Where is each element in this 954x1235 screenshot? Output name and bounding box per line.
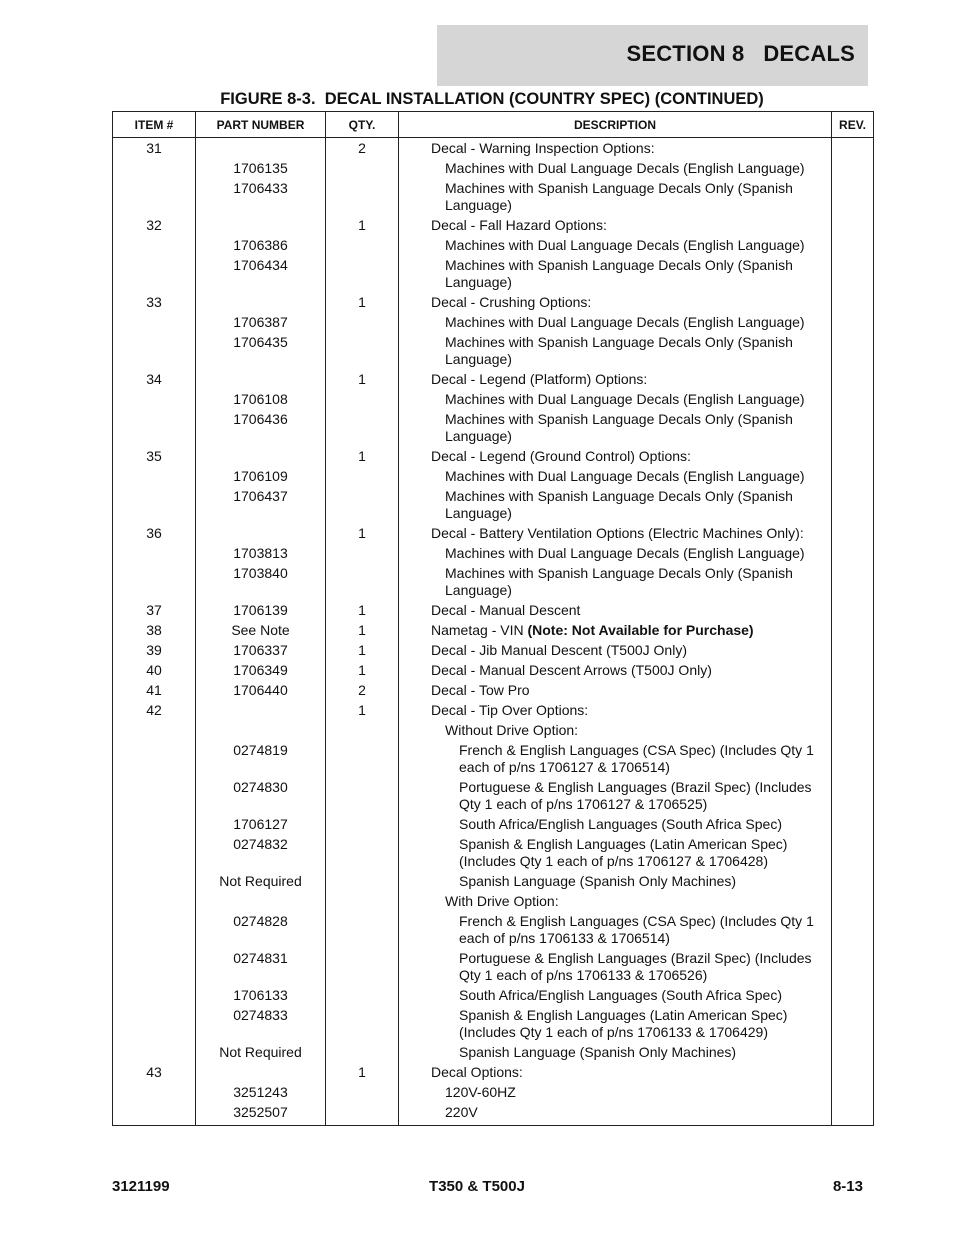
item-number-cell <box>113 563 196 600</box>
description-cell <box>399 409 832 446</box>
part-number-cell: 0274832 <box>196 834 326 871</box>
qty-cell <box>326 1042 399 1062</box>
qty-cell: 2 <box>326 680 399 700</box>
qty-cell <box>326 777 399 814</box>
part-number-cell: 0274833 <box>196 1005 326 1042</box>
rev-cell <box>832 948 874 985</box>
rev-cell <box>832 814 874 834</box>
part-number-cell: 3252507 <box>196 1102 326 1126</box>
qty-cell <box>326 563 399 600</box>
description-cell <box>399 871 832 891</box>
footer-model: T350 & T500J <box>429 1178 525 1195</box>
rev-cell <box>832 777 874 814</box>
description-cell <box>399 985 832 1005</box>
qty-cell: 1 <box>326 369 399 389</box>
description-text: Machines with Spanish Language Decals Only (Spanish Language) <box>445 565 793 598</box>
table-row <box>113 235 874 255</box>
description-text: South Africa/English Languages (South Africa Spec) <box>459 816 782 832</box>
table-row <box>113 660 874 680</box>
description-cell <box>399 620 832 640</box>
column-header-qty: QTY. <box>326 112 399 138</box>
description-cell <box>399 1102 832 1126</box>
section-title: SECTION 8 DECALS <box>626 41 855 66</box>
rev-cell <box>832 138 874 159</box>
part-number-cell: 0274828 <box>196 911 326 948</box>
rev-cell <box>832 740 874 777</box>
rev-cell <box>832 158 874 178</box>
description-text: Spanish & English Languages (Latin American Spec) (Includes Qty 1 each of p/ns 1706127 & 1706428) <box>459 836 788 869</box>
part-number-cell: 1706435 <box>196 332 326 369</box>
rev-cell <box>832 409 874 446</box>
item-number-cell <box>113 312 196 332</box>
table-row <box>113 871 874 891</box>
part-number-cell: 1706386 <box>196 235 326 255</box>
part-number-cell: See Note <box>196 620 326 640</box>
rev-cell <box>832 543 874 563</box>
rev-cell <box>832 312 874 332</box>
description-cell <box>399 446 832 466</box>
qty-cell: 1 <box>326 292 399 312</box>
description-cell <box>399 720 832 740</box>
table-row <box>113 834 874 871</box>
qty-cell <box>326 1102 399 1126</box>
column-header-part-number: PART NUMBER <box>196 112 326 138</box>
description-text: Decal - Jib Manual Descent (T500J Only) <box>431 642 687 658</box>
table-row <box>113 814 874 834</box>
rev-cell <box>832 215 874 235</box>
table-row <box>113 158 874 178</box>
item-number-cell <box>113 740 196 777</box>
rev-cell <box>832 255 874 292</box>
rev-cell <box>832 1082 874 1102</box>
rev-cell <box>832 332 874 369</box>
description-text: Machines with Dual Language Decals (English Language) <box>445 237 805 253</box>
part-number-cell: 1706109 <box>196 466 326 486</box>
description-text: Machines with Spanish Language Decals Only (Spanish Language) <box>445 180 793 213</box>
description-cell <box>399 680 832 700</box>
table-row <box>113 911 874 948</box>
qty-cell <box>326 1005 399 1042</box>
description-cell <box>399 640 832 660</box>
part-number-cell: 1706387 <box>196 312 326 332</box>
rev-cell <box>832 178 874 215</box>
table-row <box>113 466 874 486</box>
part-number-cell <box>196 700 326 720</box>
table-row <box>113 486 874 523</box>
qty-cell <box>326 1082 399 1102</box>
part-number-cell: 1703840 <box>196 563 326 600</box>
description-cell <box>399 891 832 911</box>
table-row <box>113 700 874 720</box>
qty-cell <box>326 158 399 178</box>
qty-cell <box>326 911 399 948</box>
rev-cell <box>832 446 874 466</box>
description-text: Decal - Legend (Platform) Options: <box>431 371 648 387</box>
description-cell <box>399 138 832 159</box>
table-row <box>113 985 874 1005</box>
part-number-cell: 1703813 <box>196 543 326 563</box>
part-number-cell <box>196 1062 326 1082</box>
description-cell <box>399 312 832 332</box>
description-text: Decal - Legend (Ground Control) Options: <box>431 448 691 464</box>
description-text: Decal - Manual Descent <box>431 602 581 618</box>
item-number-cell <box>113 1042 196 1062</box>
description-text: Machines with Dual Language Decals (English Language) <box>445 391 805 407</box>
description-cell <box>399 466 832 486</box>
item-number-cell: 38 <box>113 620 196 640</box>
qty-cell <box>326 985 399 1005</box>
description-text: Portuguese & English Languages (Brazil Spec) (Includes Qty 1 each of p/ns 1706133 & 1706526) <box>459 950 812 983</box>
description-cell <box>399 235 832 255</box>
rev-cell <box>832 680 874 700</box>
description-text: Portuguese & English Languages (Brazil Spec) (Includes Qty 1 each of p/ns 1706127 & 1706525) <box>459 779 812 812</box>
table-row <box>113 563 874 600</box>
description-text: Decal - Tow Pro <box>431 682 530 698</box>
part-number-cell <box>196 891 326 911</box>
item-number-cell: 42 <box>113 700 196 720</box>
qty-cell <box>326 389 399 409</box>
part-number-cell <box>196 720 326 740</box>
footer-page-number: 8-13 <box>832 1178 863 1195</box>
qty-cell <box>326 871 399 891</box>
description-text: Machines with Spanish Language Decals Only (Spanish Language) <box>445 334 793 367</box>
table-row <box>113 389 874 409</box>
item-number-cell: 32 <box>113 215 196 235</box>
table-row <box>113 543 874 563</box>
part-number-cell: 0274831 <box>196 948 326 985</box>
qty-cell <box>326 255 399 292</box>
rev-cell <box>832 1042 874 1062</box>
description-cell <box>399 389 832 409</box>
part-number-cell <box>196 292 326 312</box>
part-number-cell: 1706436 <box>196 409 326 446</box>
table-row <box>113 891 874 911</box>
rev-cell <box>832 834 874 871</box>
description-text: Decal - Battery Ventilation Options (Electric Machines Only): <box>431 525 804 541</box>
description-text: French & English Languages (CSA Spec) (Includes Qty 1 each of p/ns 1706127 & 1706514) <box>459 742 814 775</box>
table-row <box>113 255 874 292</box>
description-cell <box>399 292 832 312</box>
description-cell <box>399 660 832 680</box>
description-text: Machines with Dual Language Decals (English Language) <box>445 160 805 176</box>
item-number-cell <box>113 178 196 215</box>
part-number-cell: 3251243 <box>196 1082 326 1102</box>
qty-cell <box>326 312 399 332</box>
description-text: Decal - Manual Descent Arrows (T500J Only) <box>431 662 712 678</box>
rev-cell <box>832 911 874 948</box>
table-row <box>113 215 874 235</box>
part-number-cell: 1706135 <box>196 158 326 178</box>
qty-cell <box>326 740 399 777</box>
table-row <box>113 1082 874 1102</box>
item-number-cell <box>113 834 196 871</box>
part-number-cell: 1706108 <box>196 389 326 409</box>
qty-cell <box>326 235 399 255</box>
description-cell <box>399 486 832 523</box>
description-cell <box>399 777 832 814</box>
part-number-cell <box>196 369 326 389</box>
description-cell <box>399 948 832 985</box>
part-number-cell <box>196 523 326 543</box>
qty-cell: 1 <box>326 620 399 640</box>
qty-cell: 1 <box>326 523 399 543</box>
description-text: Decal Options: <box>431 1064 523 1080</box>
rev-cell <box>832 700 874 720</box>
description-cell <box>399 255 832 292</box>
item-number-cell: 41 <box>113 680 196 700</box>
description-cell <box>399 834 832 871</box>
description-text: With Drive Option: <box>445 893 559 909</box>
rev-cell <box>832 486 874 523</box>
description-text: Decal - Crushing Options: <box>431 294 592 310</box>
rev-cell <box>832 389 874 409</box>
qty-cell <box>326 466 399 486</box>
description-text: Decal - Fall Hazard Options: <box>431 217 607 233</box>
part-number-cell: 1706440 <box>196 680 326 700</box>
rev-cell <box>832 1062 874 1082</box>
item-number-cell <box>113 948 196 985</box>
description-cell <box>399 911 832 948</box>
qty-cell <box>326 332 399 369</box>
description-text: Decal - Warning Inspection Options: <box>431 140 655 156</box>
description-cell <box>399 523 832 543</box>
table-row <box>113 446 874 466</box>
qty-cell: 1 <box>326 600 399 620</box>
table-row <box>113 740 874 777</box>
part-number-cell: Not Required <box>196 1042 326 1062</box>
qty-cell <box>326 178 399 215</box>
part-number-cell: 0274830 <box>196 777 326 814</box>
rev-cell <box>832 720 874 740</box>
qty-cell: 1 <box>326 446 399 466</box>
table-row <box>113 523 874 543</box>
rev-cell <box>832 369 874 389</box>
part-number-cell: Not Required <box>196 871 326 891</box>
description-text: 120V-60HZ <box>445 1084 516 1100</box>
description-cell <box>399 1042 832 1062</box>
item-number-cell <box>113 871 196 891</box>
table-row <box>113 720 874 740</box>
description-text: 220V <box>445 1104 478 1120</box>
qty-cell: 1 <box>326 640 399 660</box>
item-number-cell <box>113 543 196 563</box>
description-text: Machines with Dual Language Decals (English Language) <box>445 314 805 330</box>
item-number-cell <box>113 486 196 523</box>
description-cell <box>399 700 832 720</box>
qty-cell <box>326 814 399 834</box>
rev-cell <box>832 600 874 620</box>
part-number-cell: 1706139 <box>196 600 326 620</box>
qty-cell <box>326 891 399 911</box>
qty-cell: 1 <box>326 700 399 720</box>
description-text: Decal - Tip Over Options: <box>431 702 589 718</box>
table-row <box>113 138 874 159</box>
item-number-cell <box>113 389 196 409</box>
part-number-cell <box>196 446 326 466</box>
description-text: Machines with Spanish Language Decals Only (Spanish Language) <box>445 411 793 444</box>
table-row <box>113 600 874 620</box>
rev-cell <box>832 292 874 312</box>
description-cell <box>399 1062 832 1082</box>
description-text: Without Drive Option: <box>445 722 579 738</box>
qty-cell <box>326 409 399 446</box>
qty-cell <box>326 543 399 563</box>
item-number-cell: 34 <box>113 369 196 389</box>
rev-cell <box>832 640 874 660</box>
description-cell <box>399 563 832 600</box>
rev-cell <box>832 871 874 891</box>
description-text: Nametag - VIN <box>431 622 528 638</box>
qty-cell: 2 <box>326 138 399 159</box>
table-row <box>113 640 874 660</box>
description-cell <box>399 600 832 620</box>
table-header-row <box>113 112 874 138</box>
item-number-cell <box>113 332 196 369</box>
rev-cell <box>832 660 874 680</box>
description-cell <box>399 369 832 389</box>
item-number-cell <box>113 1102 196 1126</box>
description-cell <box>399 332 832 369</box>
description-cell <box>399 740 832 777</box>
item-number-cell: 43 <box>113 1062 196 1082</box>
item-number-cell <box>113 720 196 740</box>
item-number-cell <box>113 466 196 486</box>
table-row <box>113 332 874 369</box>
part-number-cell: 1706127 <box>196 814 326 834</box>
part-number-cell: 1706433 <box>196 178 326 215</box>
column-header-rev: REV. <box>832 112 874 138</box>
item-number-cell: 36 <box>113 523 196 543</box>
description-cell <box>399 1005 832 1042</box>
description-cell <box>399 178 832 215</box>
qty-cell <box>326 834 399 871</box>
section-banner <box>437 25 868 86</box>
description-text: Machines with Dual Language Decals (English Language) <box>445 545 805 561</box>
item-number-cell <box>113 985 196 1005</box>
table-row <box>113 292 874 312</box>
table-row <box>113 948 874 985</box>
part-number-cell: 0274819 <box>196 740 326 777</box>
description-text: French & English Languages (CSA Spec) (Includes Qty 1 each of p/ns 1706133 & 1706514) <box>459 913 814 946</box>
qty-cell: 1 <box>326 660 399 680</box>
description-text: Machines with Spanish Language Decals Only (Spanish Language) <box>445 488 793 521</box>
part-number-cell: 1706349 <box>196 660 326 680</box>
qty-cell <box>326 486 399 523</box>
footer-doc-number: 3121199 <box>112 1178 170 1195</box>
column-header-item: ITEM # <box>113 112 196 138</box>
description-text: Machines with Dual Language Decals (English Language) <box>445 468 805 484</box>
table-row <box>113 680 874 700</box>
table-row <box>113 312 874 332</box>
description-text: Spanish Language (Spanish Only Machines) <box>459 873 737 889</box>
qty-cell <box>326 948 399 985</box>
qty-cell <box>326 720 399 740</box>
item-number-cell <box>113 255 196 292</box>
item-number-cell: 33 <box>113 292 196 312</box>
item-number-cell: 40 <box>113 660 196 680</box>
qty-cell: 1 <box>326 215 399 235</box>
item-number-cell: 39 <box>113 640 196 660</box>
rev-cell <box>832 466 874 486</box>
item-number-cell <box>113 409 196 446</box>
rev-cell <box>832 1102 874 1126</box>
item-number-cell <box>113 891 196 911</box>
table-row <box>113 1102 874 1126</box>
table-row <box>113 369 874 389</box>
item-number-cell <box>113 814 196 834</box>
table-row <box>113 1005 874 1042</box>
table-row <box>113 620 874 640</box>
description-cell <box>399 215 832 235</box>
table-row <box>113 1042 874 1062</box>
item-number-cell <box>113 235 196 255</box>
rev-cell <box>832 235 874 255</box>
part-number-cell: 1706133 <box>196 985 326 1005</box>
table-row <box>113 178 874 215</box>
item-number-cell <box>113 777 196 814</box>
rev-cell <box>832 985 874 1005</box>
description-cell <box>399 543 832 563</box>
rev-cell <box>832 1005 874 1042</box>
part-number-cell: 1706437 <box>196 486 326 523</box>
item-number-cell: 31 <box>113 138 196 159</box>
item-number-cell: 37 <box>113 600 196 620</box>
item-number-cell <box>113 1005 196 1042</box>
description-cell <box>399 814 832 834</box>
table-row <box>113 409 874 446</box>
description-text: Spanish & English Languages (Latin American Spec) (Includes Qty 1 each of p/ns 1706133 & 1706429) <box>459 1007 788 1040</box>
description-cell <box>399 1082 832 1102</box>
rev-cell <box>832 620 874 640</box>
rev-cell <box>832 891 874 911</box>
item-number-cell: 35 <box>113 446 196 466</box>
rev-cell <box>832 523 874 543</box>
description-cell <box>399 158 832 178</box>
item-number-cell <box>113 158 196 178</box>
parts-table-body <box>113 138 874 1126</box>
part-number-cell <box>196 215 326 235</box>
item-number-cell <box>113 1082 196 1102</box>
part-number-cell <box>196 138 326 159</box>
rev-cell <box>832 563 874 600</box>
item-number-cell <box>113 911 196 948</box>
table-row <box>113 777 874 814</box>
part-number-cell: 1706434 <box>196 255 326 292</box>
description-text: Machines with Spanish Language Decals Only (Spanish Language) <box>445 257 793 290</box>
description-note: (Note: Not Available for Purchase) <box>527 622 754 638</box>
table-row <box>113 1062 874 1082</box>
column-header-description: DESCRIPTION <box>399 112 832 138</box>
description-text: South Africa/English Languages (South Africa Spec) <box>459 987 782 1003</box>
description-text: Spanish Language (Spanish Only Machines) <box>459 1044 737 1060</box>
figure-title: FIGURE 8-3. DECAL INSTALLATION (COUNTRY SPEC) (CONTINUED) <box>220 90 764 108</box>
part-number-cell: 1706337 <box>196 640 326 660</box>
qty-cell: 1 <box>326 1062 399 1082</box>
parts-table <box>112 111 874 1126</box>
